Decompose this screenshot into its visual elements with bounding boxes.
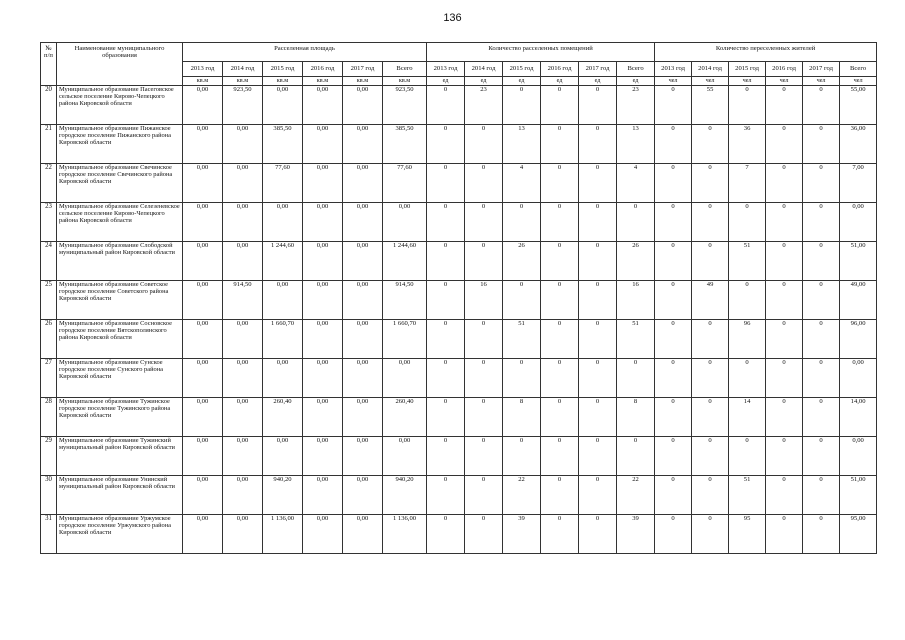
residents-cell: 0 <box>692 164 729 203</box>
residents-cell: 0 <box>803 476 840 515</box>
area-cell: 923,50 <box>223 86 263 125</box>
residents-cell: 96,00 <box>840 320 877 359</box>
rooms-cell: 0 <box>427 125 465 164</box>
group-residents-header: Количество переселенных жителей <box>655 43 877 62</box>
area-cell: 0,00 <box>303 476 343 515</box>
residents-cell: 51 <box>729 242 766 281</box>
residents-cell: 0 <box>766 203 803 242</box>
year-header-residents: 2016 год <box>766 62 803 77</box>
rooms-cell: 0 <box>503 281 541 320</box>
municipality-name: Муниципальное образование Слободской муниципальный район Кировской области <box>57 242 183 281</box>
area-cell: 0,00 <box>303 320 343 359</box>
table-body <box>41 86 877 554</box>
residents-cell: 0 <box>655 398 692 437</box>
residents-cell: 0 <box>766 476 803 515</box>
rooms-cell: 0 <box>541 437 579 476</box>
residents-cell: 0 <box>729 437 766 476</box>
rooms-cell: 0 <box>579 398 617 437</box>
rooms-cell: 0 <box>465 242 503 281</box>
unit-header-residents: чел <box>803 77 840 86</box>
area-cell: 0,00 <box>343 437 383 476</box>
municipality-name: Муниципальное образование Свечинское городское поселение Свечинского района Кировской области <box>57 164 183 203</box>
year-header-area: 2017 год <box>343 62 383 77</box>
rooms-cell: 0 <box>541 398 579 437</box>
rooms-cell: 51 <box>503 320 541 359</box>
area-cell: 0,00 <box>343 86 383 125</box>
area-cell: 1 660,70 <box>263 320 303 359</box>
residents-cell: 0,00 <box>840 437 877 476</box>
area-cell: 0,00 <box>303 515 343 554</box>
residents-cell: 0 <box>766 515 803 554</box>
group-rooms-header: Количество расселенных помещений <box>427 43 655 62</box>
area-cell: 260,40 <box>263 398 303 437</box>
area-cell: 77,60 <box>263 164 303 203</box>
residents-cell: 0 <box>766 242 803 281</box>
residents-cell: 55 <box>692 86 729 125</box>
year-header-residents: 2017 год <box>803 62 840 77</box>
rooms-cell: 0 <box>579 86 617 125</box>
area-cell: 0,00 <box>303 203 343 242</box>
area-cell: 385,50 <box>263 125 303 164</box>
area-cell: 0,00 <box>303 86 343 125</box>
area-cell: 0,00 <box>303 164 343 203</box>
residents-cell: 0 <box>729 203 766 242</box>
area-cell: 0,00 <box>263 437 303 476</box>
residents-cell: 0,00 <box>840 203 877 242</box>
residents-cell: 0 <box>655 281 692 320</box>
residents-cell: 0 <box>766 359 803 398</box>
area-cell: 0,00 <box>223 476 263 515</box>
area-cell: 0,00 <box>343 281 383 320</box>
rooms-cell: 23 <box>617 86 655 125</box>
rooms-cell: 8 <box>503 398 541 437</box>
unit-header-rooms: ед <box>579 77 617 86</box>
municipality-name: Муниципальное образование Тужинский муниципальный район Кировской области <box>57 437 183 476</box>
residents-cell: 0 <box>655 476 692 515</box>
area-cell: 0,00 <box>303 242 343 281</box>
residents-cell: 0 <box>655 437 692 476</box>
year-header-area: 2014 год <box>223 62 263 77</box>
area-cell: 0,00 <box>183 320 223 359</box>
rooms-cell: 0 <box>617 437 655 476</box>
row-number: 31 <box>41 515 57 554</box>
residents-cell: 14,00 <box>840 398 877 437</box>
unit-header-rooms: ед <box>503 77 541 86</box>
residents-cell: 49 <box>692 281 729 320</box>
area-cell: 0,00 <box>383 359 427 398</box>
rooms-cell: 13 <box>503 125 541 164</box>
rooms-cell: 39 <box>503 515 541 554</box>
rooms-cell: 39 <box>617 515 655 554</box>
unit-header-rooms: ед <box>541 77 579 86</box>
year-header-rooms: Всего <box>617 62 655 77</box>
area-cell: 0,00 <box>183 359 223 398</box>
area-cell: 0,00 <box>343 476 383 515</box>
residents-cell: 0 <box>655 86 692 125</box>
rooms-cell: 0 <box>427 320 465 359</box>
unit-header-residents: чел <box>840 77 877 86</box>
rooms-cell: 0 <box>541 203 579 242</box>
residents-cell: 0 <box>803 398 840 437</box>
unit-header-rooms: ед <box>427 77 465 86</box>
row-number: 21 <box>41 125 57 164</box>
unit-header-rooms: ед <box>465 77 503 86</box>
table-row <box>41 515 877 554</box>
residents-cell: 14 <box>729 398 766 437</box>
residents-cell: 0 <box>692 398 729 437</box>
residents-cell: 0 <box>803 125 840 164</box>
residents-cell: 36 <box>729 125 766 164</box>
row-number: 22 <box>41 164 57 203</box>
rooms-cell: 51 <box>617 320 655 359</box>
municipality-name: Муниципальное образование Сунское городское поселение Сунского района Кировской области <box>57 359 183 398</box>
rooms-cell: 26 <box>503 242 541 281</box>
rooms-cell: 0 <box>465 515 503 554</box>
unit-header-area: кв.м <box>263 77 303 86</box>
rooms-cell: 0 <box>579 203 617 242</box>
area-cell: 0,00 <box>343 398 383 437</box>
residents-cell: 0 <box>692 437 729 476</box>
area-cell: 0,00 <box>343 125 383 164</box>
area-cell: 0,00 <box>263 203 303 242</box>
rooms-cell: 0 <box>541 242 579 281</box>
rooms-cell: 22 <box>503 476 541 515</box>
residents-cell: 0 <box>692 203 729 242</box>
residents-cell: 0 <box>729 281 766 320</box>
area-cell: 0,00 <box>303 281 343 320</box>
area-cell: 0,00 <box>183 515 223 554</box>
rooms-cell: 22 <box>617 476 655 515</box>
residents-cell: 0 <box>692 515 729 554</box>
rooms-cell: 0 <box>579 242 617 281</box>
area-cell: 0,00 <box>303 125 343 164</box>
residents-cell: 49,00 <box>840 281 877 320</box>
residents-cell: 0 <box>803 242 840 281</box>
area-cell: 1 244,60 <box>263 242 303 281</box>
area-cell: 0,00 <box>263 281 303 320</box>
year-header-residents: 2013 год <box>655 62 692 77</box>
area-cell: 77,60 <box>383 164 427 203</box>
municipality-name: Муниципальное образование Пасеговское сельское поселение Кирово-Чепецкого района Кировской области <box>57 86 183 125</box>
area-cell: 1 244,60 <box>383 242 427 281</box>
residents-cell: 0 <box>692 125 729 164</box>
rooms-cell: 0 <box>503 437 541 476</box>
residents-cell: 0 <box>803 515 840 554</box>
table-row <box>41 164 877 203</box>
residents-cell: 0 <box>692 476 729 515</box>
area-cell: 0,00 <box>343 359 383 398</box>
year-header-area: 2016 год <box>303 62 343 77</box>
residents-cell: 0 <box>766 320 803 359</box>
residents-cell: 51 <box>729 476 766 515</box>
rooms-cell: 0 <box>579 437 617 476</box>
area-cell: 1 136,00 <box>383 515 427 554</box>
rooms-cell: 0 <box>579 476 617 515</box>
residents-cell: 0 <box>655 125 692 164</box>
unit-header-area: кв.м <box>383 77 427 86</box>
residents-cell: 0 <box>803 203 840 242</box>
area-cell: 0,00 <box>223 359 263 398</box>
rooms-cell: 0 <box>465 320 503 359</box>
residents-cell: 0 <box>729 86 766 125</box>
residents-cell: 0 <box>803 359 840 398</box>
rooms-cell: 0 <box>503 203 541 242</box>
row-number: 29 <box>41 437 57 476</box>
area-cell: 0,00 <box>183 437 223 476</box>
area-cell: 940,20 <box>263 476 303 515</box>
area-cell: 0,00 <box>343 164 383 203</box>
rooms-cell: 0 <box>503 359 541 398</box>
year-header-rooms: 2013 год <box>427 62 465 77</box>
rooms-cell: 0 <box>427 437 465 476</box>
area-cell: 0,00 <box>183 242 223 281</box>
area-cell: 914,50 <box>223 281 263 320</box>
residents-cell: 0 <box>766 398 803 437</box>
area-cell: 1 136,00 <box>263 515 303 554</box>
rooms-cell: 0 <box>579 515 617 554</box>
unit-header-area: кв.м <box>223 77 263 86</box>
area-cell: 940,20 <box>383 476 427 515</box>
residents-cell: 96 <box>729 320 766 359</box>
rooms-cell: 0 <box>427 203 465 242</box>
year-header-rooms: 2014 год <box>465 62 503 77</box>
rooms-cell: 0 <box>579 125 617 164</box>
residents-cell: 0 <box>766 125 803 164</box>
table-row <box>41 398 877 437</box>
residents-cell: 0 <box>766 437 803 476</box>
municipality-name: Муниципальное образование Пижанское городское поселение Пижанского района Кировской области <box>57 125 183 164</box>
table-row <box>41 320 877 359</box>
rooms-cell: 0 <box>617 359 655 398</box>
rooms-cell: 16 <box>465 281 503 320</box>
residents-cell: 95 <box>729 515 766 554</box>
area-cell: 0,00 <box>223 320 263 359</box>
area-cell: 0,00 <box>183 86 223 125</box>
residents-cell: 0 <box>766 164 803 203</box>
municipality-name: Муниципальное образование Сосновское городское поселение Вятскополянского района Кировской области <box>57 320 183 359</box>
rooms-cell: 0 <box>541 320 579 359</box>
rooms-cell: 0 <box>465 437 503 476</box>
area-cell: 0,00 <box>383 203 427 242</box>
row-number: 20 <box>41 86 57 125</box>
unit-header-residents: чел <box>766 77 803 86</box>
residents-cell: 0 <box>655 359 692 398</box>
area-cell: 0,00 <box>343 515 383 554</box>
residents-cell: 0 <box>655 203 692 242</box>
rooms-cell: 0 <box>541 125 579 164</box>
year-header-rooms: 2017 год <box>579 62 617 77</box>
unit-header-residents: чел <box>692 77 729 86</box>
area-cell: 260,40 <box>383 398 427 437</box>
year-header-rooms: 2015 год <box>503 62 541 77</box>
rooms-cell: 0 <box>427 281 465 320</box>
area-cell: 0,00 <box>223 437 263 476</box>
residents-cell: 0 <box>655 242 692 281</box>
rooms-cell: 0 <box>541 86 579 125</box>
area-cell: 0,00 <box>263 359 303 398</box>
resettlement-table <box>40 42 877 554</box>
col-no-header: № п/п <box>41 43 57 86</box>
row-number: 25 <box>41 281 57 320</box>
rooms-cell: 0 <box>617 203 655 242</box>
residents-cell: 55,00 <box>840 86 877 125</box>
rooms-cell: 0 <box>541 359 579 398</box>
unit-header-area: кв.м <box>303 77 343 86</box>
year-header-area: 2013 год <box>183 62 223 77</box>
unit-header-rooms: ед <box>617 77 655 86</box>
municipality-name: Муниципальное образование Советское городское поселение Советского района Кировской области <box>57 281 183 320</box>
rooms-cell: 0 <box>579 320 617 359</box>
year-header-area: 2015 год <box>263 62 303 77</box>
area-cell: 0,00 <box>183 476 223 515</box>
area-cell: 0,00 <box>303 437 343 476</box>
rooms-cell: 0 <box>427 515 465 554</box>
rooms-cell: 0 <box>541 164 579 203</box>
rooms-cell: 0 <box>579 359 617 398</box>
rooms-cell: 0 <box>579 164 617 203</box>
unit-header-residents: чел <box>655 77 692 86</box>
year-header-area: Всего <box>383 62 427 77</box>
municipality-name: Муниципальное образование Селезеневское сельское поселение Кирово-Чепецкого района Кировской области <box>57 203 183 242</box>
residents-cell: 0 <box>803 281 840 320</box>
residents-cell: 0 <box>803 86 840 125</box>
table-row <box>41 86 877 125</box>
table-row <box>41 242 877 281</box>
municipality-name: Муниципальное образование Уржумское городское поселение Уржумского района Кировской области <box>57 515 183 554</box>
area-cell: 0,00 <box>343 320 383 359</box>
rooms-cell: 23 <box>465 86 503 125</box>
residents-cell: 0 <box>692 359 729 398</box>
page-number: 136 <box>443 12 462 24</box>
rooms-cell: 26 <box>617 242 655 281</box>
rooms-cell: 0 <box>541 476 579 515</box>
residents-cell: 0 <box>803 164 840 203</box>
row-number: 24 <box>41 242 57 281</box>
area-cell: 0,00 <box>303 359 343 398</box>
residents-cell: 95,00 <box>840 515 877 554</box>
area-cell: 0,00 <box>183 164 223 203</box>
residents-cell: 7 <box>729 164 766 203</box>
rooms-cell: 0 <box>427 398 465 437</box>
rooms-cell: 8 <box>617 398 655 437</box>
area-cell: 0,00 <box>223 398 263 437</box>
area-cell: 0,00 <box>223 164 263 203</box>
unit-header-residents: чел <box>729 77 766 86</box>
year-header-rooms: 2016 год <box>541 62 579 77</box>
rooms-cell: 0 <box>541 515 579 554</box>
row-number: 30 <box>41 476 57 515</box>
residents-cell: 0 <box>692 320 729 359</box>
group-area-header: Расселенная площадь <box>183 43 427 62</box>
area-cell: 385,50 <box>383 125 427 164</box>
rooms-cell: 0 <box>427 164 465 203</box>
residents-cell: 0 <box>803 437 840 476</box>
area-cell: 0,00 <box>263 86 303 125</box>
rooms-cell: 0 <box>465 164 503 203</box>
rooms-cell: 0 <box>465 203 503 242</box>
area-cell: 1 660,70 <box>383 320 427 359</box>
rooms-cell: 0 <box>579 281 617 320</box>
rooms-cell: 0 <box>427 359 465 398</box>
rooms-cell: 0 <box>427 242 465 281</box>
table-row <box>41 359 877 398</box>
col-name-header: Наименование муниципального образования <box>57 43 183 86</box>
year-header-residents: 2015 год <box>729 62 766 77</box>
unit-header-area: кв.м <box>183 77 223 86</box>
area-cell: 0,00 <box>343 242 383 281</box>
table-row <box>41 437 877 476</box>
table-row <box>41 125 877 164</box>
residents-cell: 0,00 <box>840 359 877 398</box>
rooms-cell: 0 <box>465 398 503 437</box>
year-header-residents: 2014 год <box>692 62 729 77</box>
area-cell: 0,00 <box>223 125 263 164</box>
area-cell: 0,00 <box>223 515 263 554</box>
rooms-cell: 0 <box>541 281 579 320</box>
rooms-cell: 13 <box>617 125 655 164</box>
residents-cell: 0 <box>729 359 766 398</box>
residents-cell: 0 <box>655 164 692 203</box>
area-cell: 0,00 <box>223 242 263 281</box>
year-header-residents: Всего <box>840 62 877 77</box>
table-row <box>41 476 877 515</box>
area-cell: 0,00 <box>183 398 223 437</box>
residents-cell: 36,00 <box>840 125 877 164</box>
rooms-cell: 4 <box>503 164 541 203</box>
table-header <box>41 43 877 86</box>
rooms-cell: 0 <box>465 359 503 398</box>
rooms-cell: 0 <box>465 476 503 515</box>
residents-cell: 51,00 <box>840 476 877 515</box>
municipality-name: Муниципальное образование Унинский муниципальный район Кировской области <box>57 476 183 515</box>
area-cell: 0,00 <box>303 398 343 437</box>
rooms-cell: 0 <box>427 86 465 125</box>
residents-cell: 51,00 <box>840 242 877 281</box>
residents-cell: 7,00 <box>840 164 877 203</box>
residents-cell: 0 <box>655 320 692 359</box>
unit-header-area: кв.м <box>343 77 383 86</box>
municipality-name: Муниципальное образование Тужинское городское поселение Тужинского района Кировской области <box>57 398 183 437</box>
area-cell: 914,50 <box>383 281 427 320</box>
rooms-cell: 0 <box>465 125 503 164</box>
row-number: 28 <box>41 398 57 437</box>
rooms-cell: 4 <box>617 164 655 203</box>
area-cell: 0,00 <box>183 203 223 242</box>
table-row <box>41 203 877 242</box>
residents-cell: 0 <box>803 320 840 359</box>
row-number: 23 <box>41 203 57 242</box>
area-cell: 0,00 <box>343 203 383 242</box>
area-cell: 0,00 <box>383 437 427 476</box>
residents-cell: 0 <box>766 86 803 125</box>
area-cell: 923,50 <box>383 86 427 125</box>
rooms-cell: 16 <box>617 281 655 320</box>
row-number: 26 <box>41 320 57 359</box>
rooms-cell: 0 <box>503 86 541 125</box>
residents-cell: 0 <box>655 515 692 554</box>
area-cell: 0,00 <box>223 203 263 242</box>
area-cell: 0,00 <box>183 125 223 164</box>
residents-cell: 0 <box>766 281 803 320</box>
rooms-cell: 0 <box>427 476 465 515</box>
row-number: 27 <box>41 359 57 398</box>
area-cell: 0,00 <box>183 281 223 320</box>
residents-cell: 0 <box>692 242 729 281</box>
table-row <box>41 281 877 320</box>
